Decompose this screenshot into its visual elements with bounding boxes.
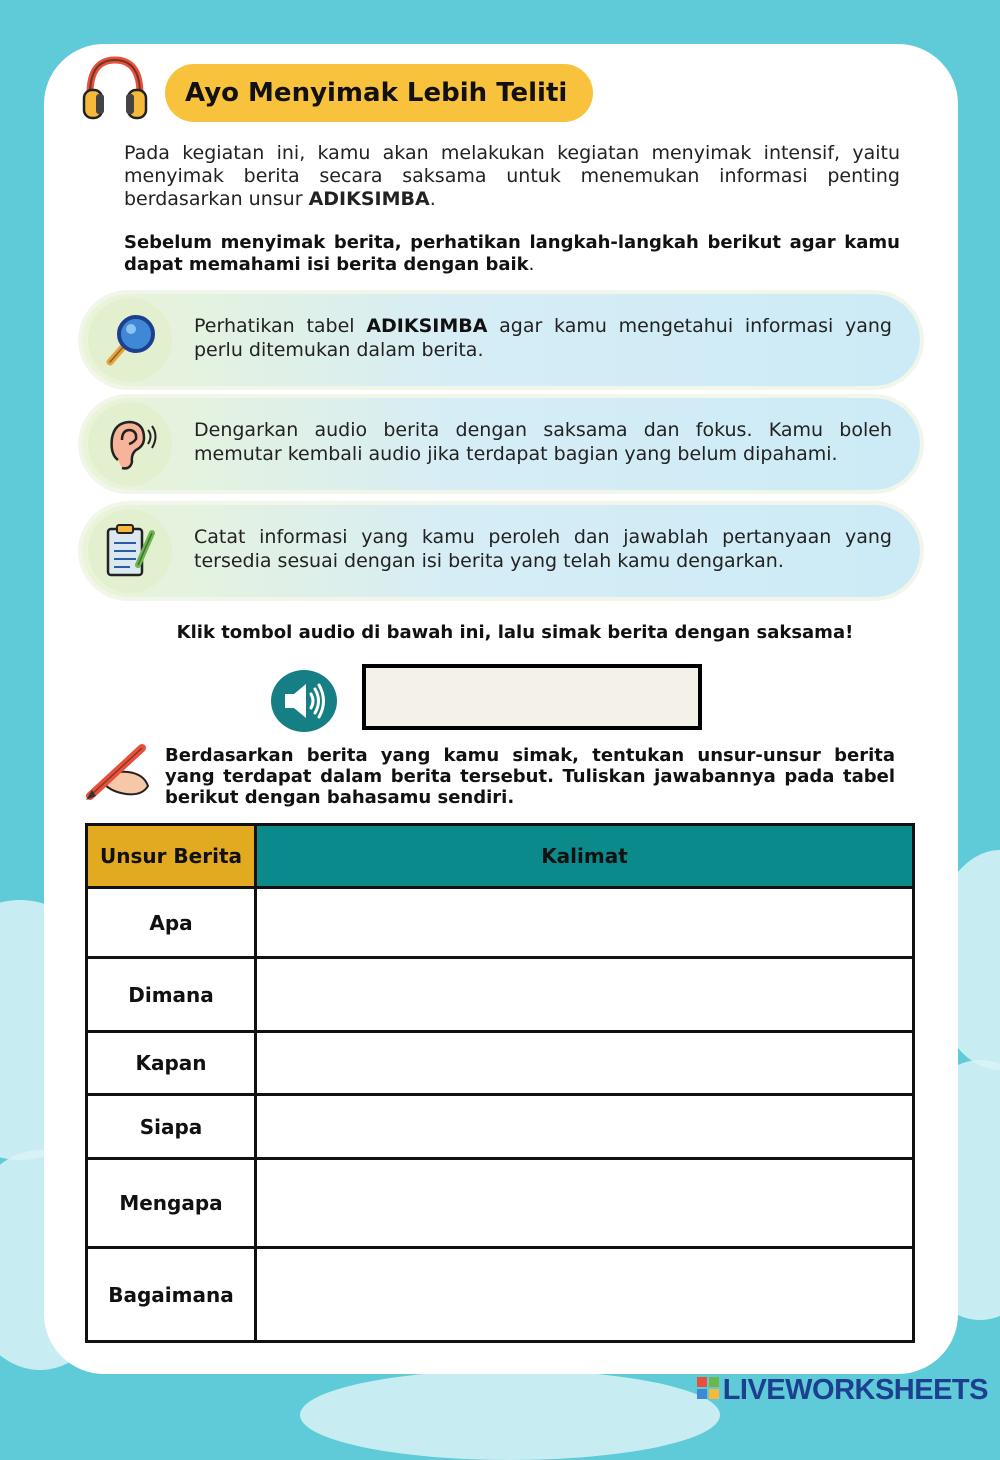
task-instruction: Berdasarkan berita yang kamu simak, tentukan unsur-unsur berita yang terdapat dalam berita tersebut. Tuliskan jawabannya pada tabel berikut dengan bahasamu sendiri.: [165, 745, 895, 808]
step-text: Catat informasi yang kamu peroleh dan jawablah pertanyaan yang tersedia sesuai dengan isi berita yang telah kamu dengarkan.: [194, 526, 892, 572]
answer-input-bagaimana[interactable]: [256, 1248, 914, 1342]
answer-table: [85, 823, 915, 1343]
step-item: [82, 505, 920, 597]
row-label: Mengapa: [87, 1159, 256, 1248]
writing-hand-icon: [84, 740, 154, 802]
cloud-decoration: [300, 1370, 720, 1460]
clipboard-icon: [100, 521, 160, 581]
audio-player-box[interactable]: [362, 664, 702, 730]
table-row: [87, 1095, 914, 1159]
row-label: Kapan: [87, 1032, 256, 1095]
audio-play-button[interactable]: [271, 670, 337, 732]
magnifier-icon: [100, 310, 160, 370]
column-header-kalimat: Kalimat: [256, 825, 914, 888]
answer-input-kapan[interactable]: [256, 1032, 914, 1095]
answer-input-siapa[interactable]: [256, 1095, 914, 1159]
answer-input-apa[interactable]: [256, 888, 914, 958]
row-label: Siapa: [87, 1095, 256, 1159]
ear-icon: [100, 414, 160, 474]
speaker-icon: [281, 679, 327, 723]
table-row: [87, 888, 914, 958]
steps-intro: Sebelum menyimak berita, perhatikan langkah-langkah berikut agar kamu dapat memahami isi berita dengan baik.: [124, 232, 900, 275]
table-row: [87, 1248, 914, 1342]
table-row: [87, 1159, 914, 1248]
column-header-unsur: Unsur Berita: [87, 825, 256, 888]
step-text: Dengarkan audio berita dengan saksama dan fokus. Kamu boleh memutar kembali audio jika terdapat bagian yang belum dipahami.: [194, 419, 892, 465]
headphones-icon: [80, 52, 150, 122]
row-label: Dimana: [87, 958, 256, 1032]
liveworksheets-blocks-icon: [697, 1377, 719, 1399]
step-text: Perhatikan tabel ADIKSIMBA agar kamu mengetahui informasi yang perlu ditemukan dalam berita.: [194, 315, 892, 361]
row-label: Bagaimana: [87, 1248, 256, 1342]
row-label: Apa: [87, 888, 256, 958]
step-item: [82, 398, 920, 490]
step-item: [82, 294, 920, 386]
table-row: [87, 1032, 914, 1095]
answer-input-mengapa[interactable]: [256, 1159, 914, 1248]
table-row: [87, 958, 914, 1032]
answer-input-dimana[interactable]: [256, 958, 914, 1032]
intro-paragraph: Pada kegiatan ini, kamu akan melakukan kegiatan menyimak intensif, yaitu menyimak berita secara saksama untuk menemukan informasi penting berdasarkan unsur ADIKSIMBA.: [124, 142, 900, 210]
audio-instruction: Klik tombol audio di bawah ini, lalu simak berita dengan saksama!: [176, 622, 854, 643]
page-title: Ayo Menyimak Lebih Teliti: [165, 64, 593, 122]
table-header-row: [87, 825, 914, 888]
liveworksheets-logo: LIVEWORKSHEETS: [697, 1374, 988, 1406]
